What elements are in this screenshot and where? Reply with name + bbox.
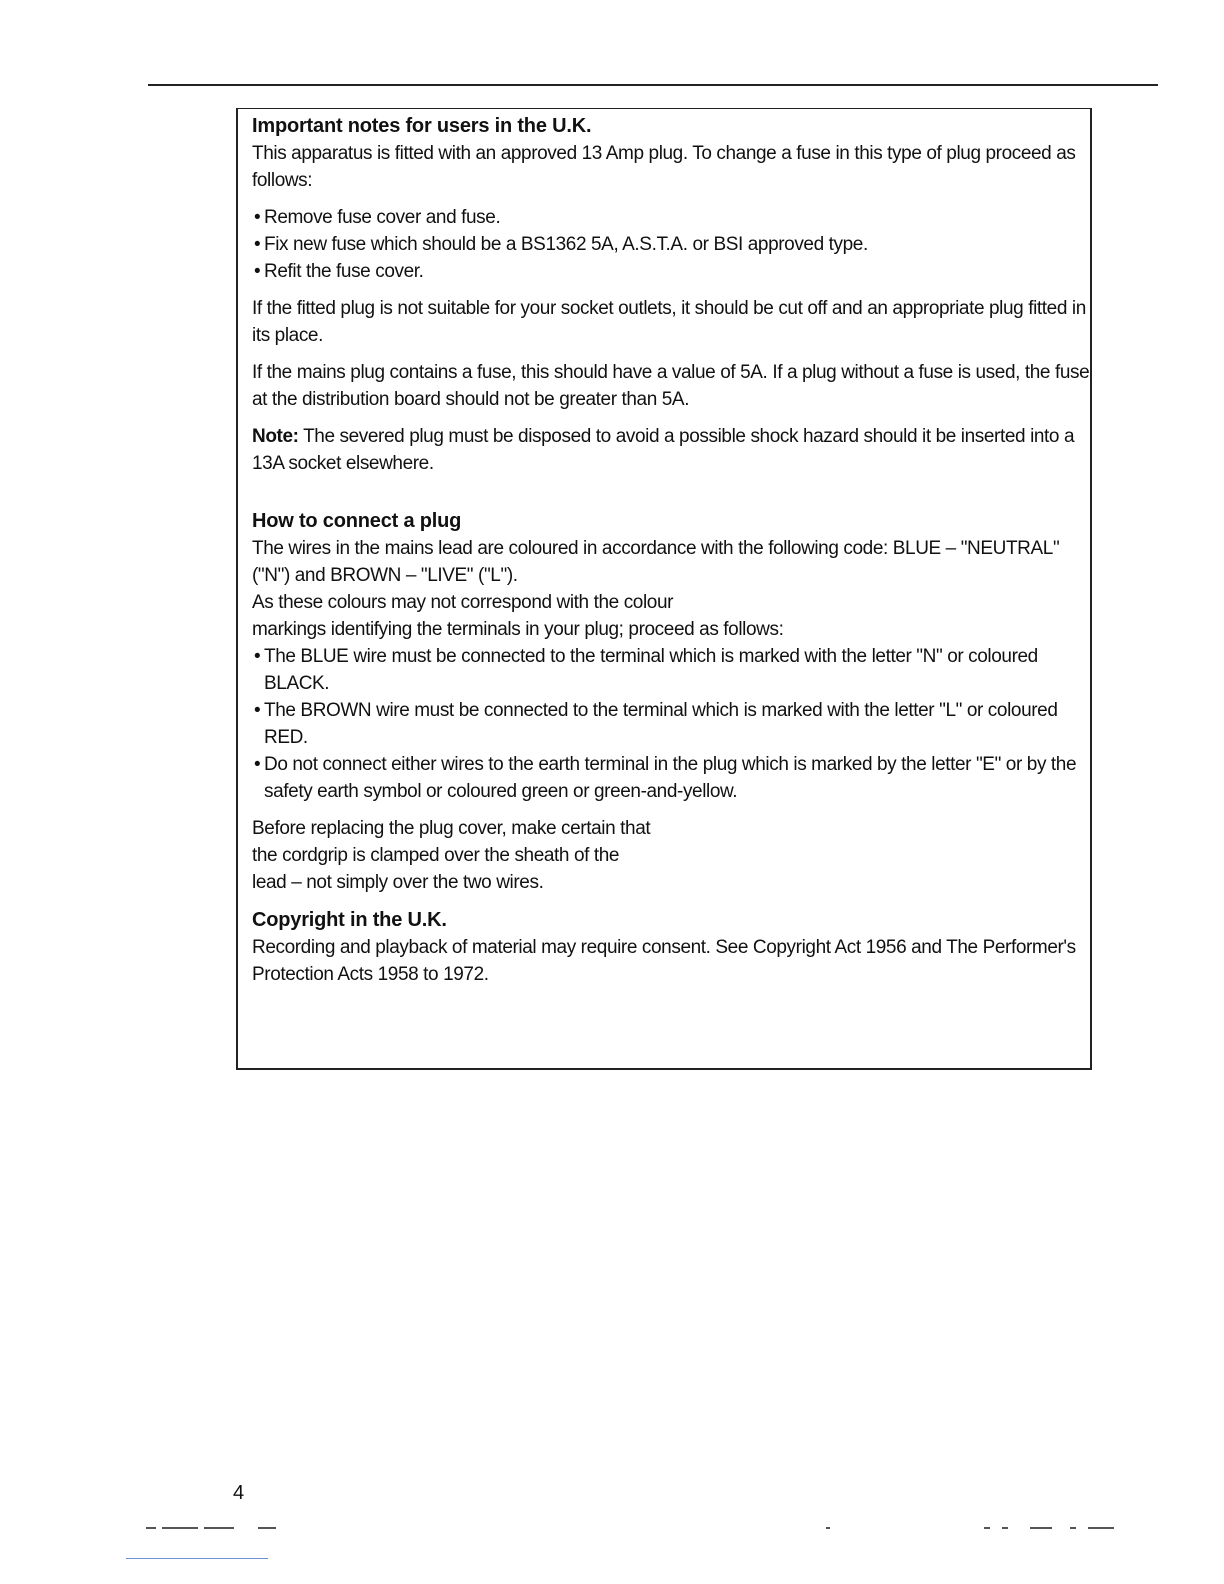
fuse-steps-list — [252, 204, 1092, 285]
fuse-step: • Refit the fuse cover. — [252, 258, 1092, 285]
scan-artifact-mark — [1088, 1527, 1114, 1529]
uk-notes-section — [252, 112, 1092, 477]
plug-cover-line: Before replacing the plug cover, make certain that — [252, 818, 651, 839]
colours-line: markings identifying the terminals in your plug; proceed as follows: — [252, 619, 784, 640]
plug-cover-line: the cordgrip is clamped over the sheath of the — [252, 845, 620, 866]
fuse-step: • Fix new fuse which should be a BS1362 5A, A.S.T.A. or BSI approved type. — [252, 231, 1092, 258]
copyright-heading: Copyright in the U.K. — [252, 909, 447, 931]
scan-artifact-mark — [162, 1527, 198, 1529]
wiring-step: • The BLUE wire must be connected to the terminal which is marked with the letter "N" or coloured BLACK. — [252, 643, 1092, 697]
scan-artifact-mark — [258, 1527, 276, 1529]
wiring-steps-list — [252, 643, 1092, 805]
fuse-value-text: If the mains plug contains a fuse, this should have a value of 5A. If a plug without a fuse is used, the fuse at the distribution board should not be greater than 5A. — [252, 362, 1090, 410]
severed-plug-note — [252, 423, 1092, 477]
plug-cover-line: lead – not simply over the two wires. — [252, 872, 544, 893]
scan-artifact-mark — [146, 1527, 156, 1529]
plug-not-suitable-text: If the fitted plug is not suitable for your socket outlets, it should be cut off and an appropriate plug fitted in its place. — [252, 298, 1086, 346]
note-label: Note: — [252, 426, 299, 447]
scan-artifact-mark — [1070, 1527, 1076, 1529]
uk-notes-heading: Important notes for users in the U.K. — [252, 115, 592, 137]
connect-plug-section — [252, 507, 1092, 896]
uk-notes-intro: This apparatus is fitted with an approved 13 Amp plug. To change a fuse in this type of plug proceed as follows: — [252, 143, 1076, 191]
copyright-section — [252, 906, 1092, 988]
scan-artifact-mark — [204, 1527, 234, 1529]
wire-code-text: The wires in the mains lead are coloured in accordance with the following code: BLUE – "NEUTRAL" ("N") and BROWN – "LIVE" ("L"). — [252, 538, 1060, 586]
scan-artifact-mark — [1030, 1527, 1052, 1529]
wiring-step: • Do not connect either wires to the earth terminal in the plug which is marked by the letter "E" or by the safety earth symbol or coloured green or green-and-yellow. — [252, 751, 1092, 805]
scan-artifact-mark — [826, 1527, 830, 1529]
wiring-step: • The BROWN wire must be connected to the terminal which is marked with the letter "L" or coloured RED. — [252, 697, 1092, 751]
connect-plug-heading: How to connect a plug — [252, 510, 462, 532]
scan-artifact-mark — [1002, 1527, 1008, 1529]
top-rule — [148, 84, 1158, 86]
fuse-step: • Remove fuse cover and fuse. — [252, 204, 1092, 231]
colours-line: As these colours may not correspond with the colour — [252, 592, 674, 613]
page-number: 4 — [233, 1482, 245, 1504]
copyright-text: Recording and playback of material may require consent. See Copyright Act 1956 and The Performer's Protection Acts 1958 to 1972. — [252, 937, 1076, 985]
scan-artifact-mark — [984, 1527, 990, 1529]
note-text: The severed plug must be disposed to avoid a possible shock hazard should it be inserted into a 13A socket elsewhere. — [252, 426, 1075, 474]
footer-blue-line — [126, 1558, 268, 1559]
notice-content — [252, 112, 1092, 988]
